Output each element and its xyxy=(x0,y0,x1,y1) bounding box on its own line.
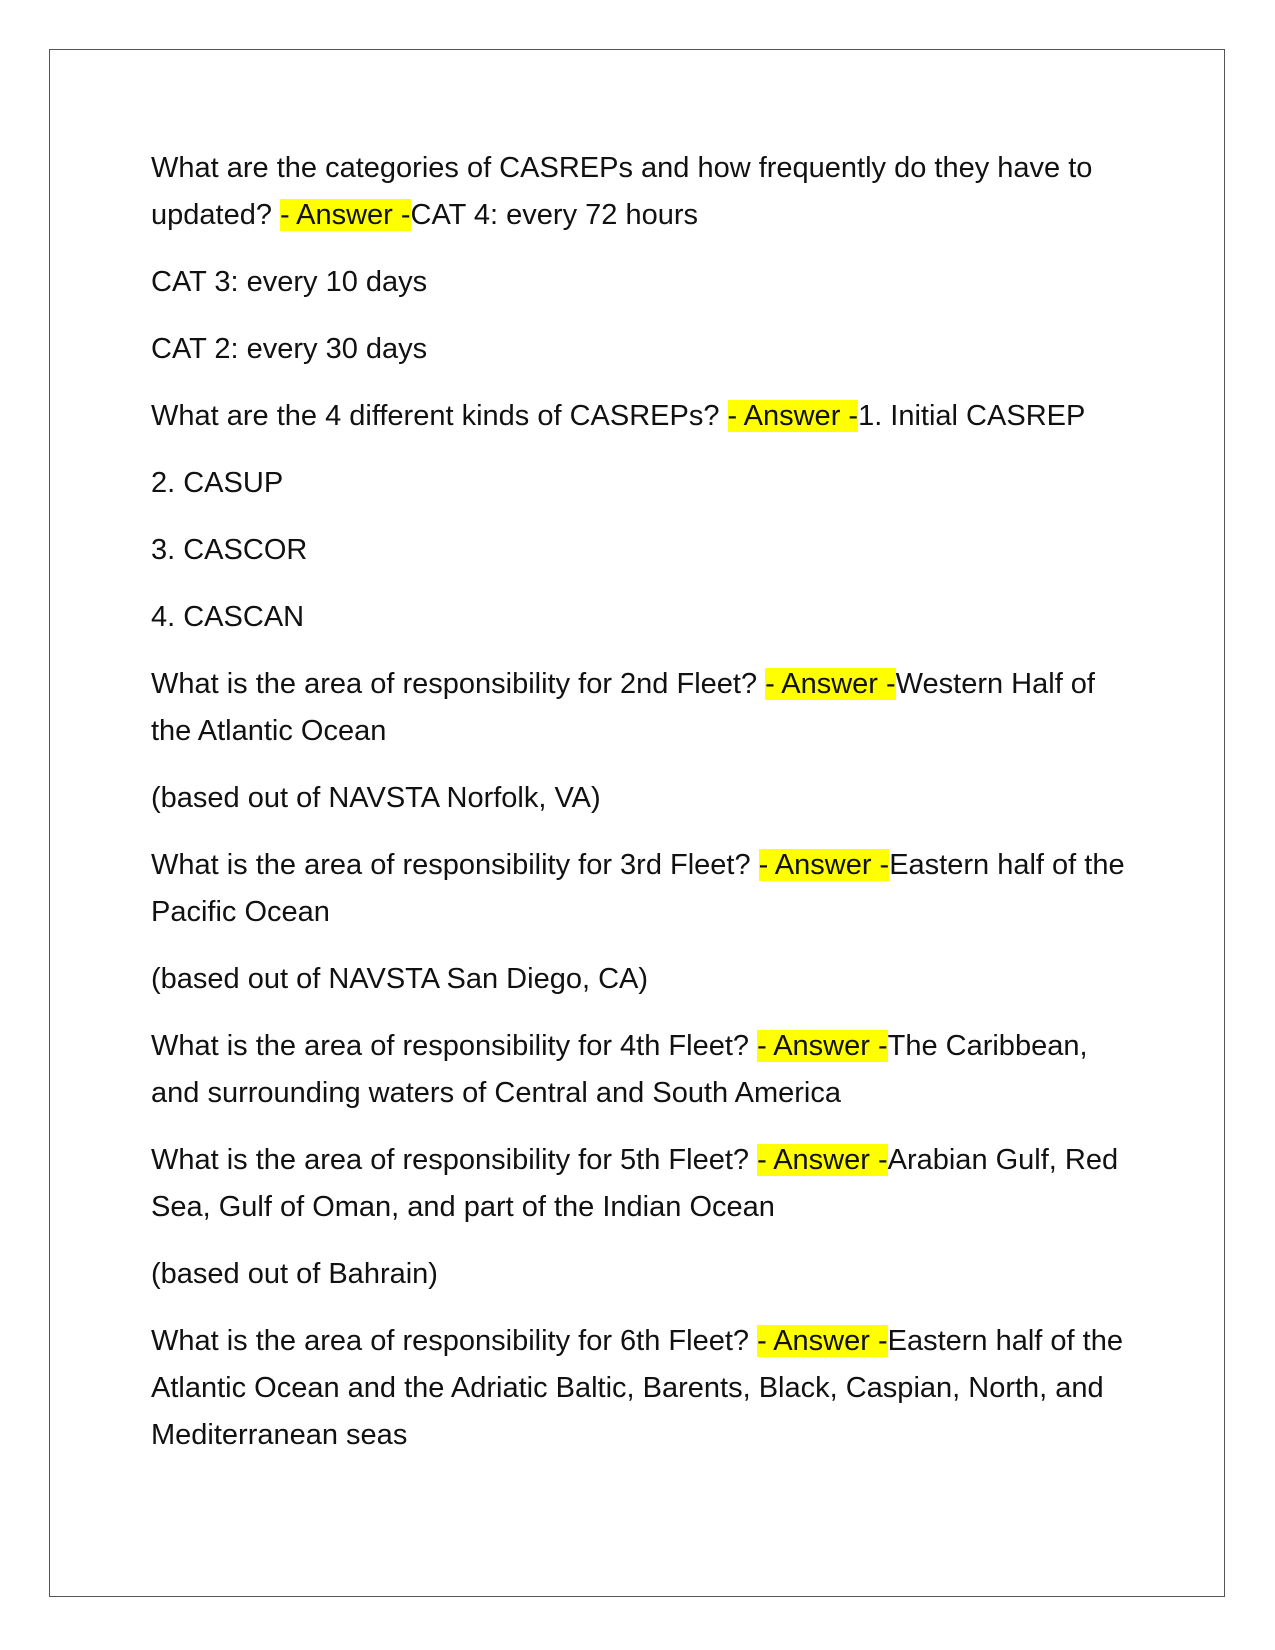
continuation-line: 2. CASUP xyxy=(151,467,284,499)
continuation-line: 3. CASCOR xyxy=(151,534,308,566)
qa-entry xyxy=(151,661,1131,755)
continuation-line: 4. CASCAN xyxy=(151,601,305,633)
continuation-line: CAT 3: every 10 days xyxy=(151,266,428,298)
answer-text: The Caribbean, and surrounding waters of Central and South America xyxy=(151,1030,1088,1109)
question-text: What are the categories of CASREPs and how frequently do they have to updated? xyxy=(151,152,1093,231)
answer-marker: - Answer - xyxy=(757,1144,888,1176)
answer-marker: - Answer - xyxy=(280,199,411,231)
qa-entry xyxy=(151,1318,1131,1459)
answer-text: Eastern half of the Atlantic Ocean and the Adriatic Baltic, Barents, Black, Caspian, North, and Mediterranean seas xyxy=(151,1325,1123,1451)
answer-text: Eastern half of the Pacific Ocean xyxy=(151,849,1125,928)
question-text: What is the area of responsibility for 6th Fleet? xyxy=(151,1325,758,1357)
continuation-line: (based out of NAVSTA Norfolk, VA) xyxy=(151,782,601,814)
answer-marker: - Answer - xyxy=(765,668,896,700)
answer-marker: - Answer - xyxy=(757,1030,888,1062)
question-text: What is the area of responsibility for 2nd Fleet? xyxy=(151,668,766,700)
answer-marker: - Answer - xyxy=(727,400,859,432)
qa-entry xyxy=(151,842,1131,936)
question-text: What is the area of responsibility for 4th Fleet? xyxy=(151,1030,758,1062)
continuation-line: (based out of NAVSTA San Diego, CA) xyxy=(151,963,649,995)
qa-entry xyxy=(151,145,1131,239)
answer-text: Arabian Gulf, Red Sea, Gulf of Oman, and part of the Indian Ocean xyxy=(151,1144,1119,1223)
continuation-line: CAT 2: every 30 days xyxy=(151,333,428,365)
continuation-line: (based out of Bahrain) xyxy=(151,1258,438,1290)
answer-text: Western Half of the Atlantic Ocean xyxy=(151,668,1095,747)
question-text: What is the area of responsibility for 5th Fleet? xyxy=(151,1144,758,1176)
answer-marker: - Answer - xyxy=(758,849,890,881)
document-body xyxy=(151,145,1131,1479)
answer-text: 1. Initial CASREP xyxy=(858,400,1086,432)
answer-text: CAT 4: every 72 hours xyxy=(410,199,698,231)
qa-entry xyxy=(151,393,1131,440)
qa-entry xyxy=(151,1137,1131,1231)
answer-marker: - Answer - xyxy=(757,1325,888,1357)
question-text: What is the area of responsibility for 3rd Fleet? xyxy=(151,849,759,881)
qa-entry xyxy=(151,1023,1131,1117)
question-text: What are the 4 different kinds of CASREPs? xyxy=(151,400,728,432)
